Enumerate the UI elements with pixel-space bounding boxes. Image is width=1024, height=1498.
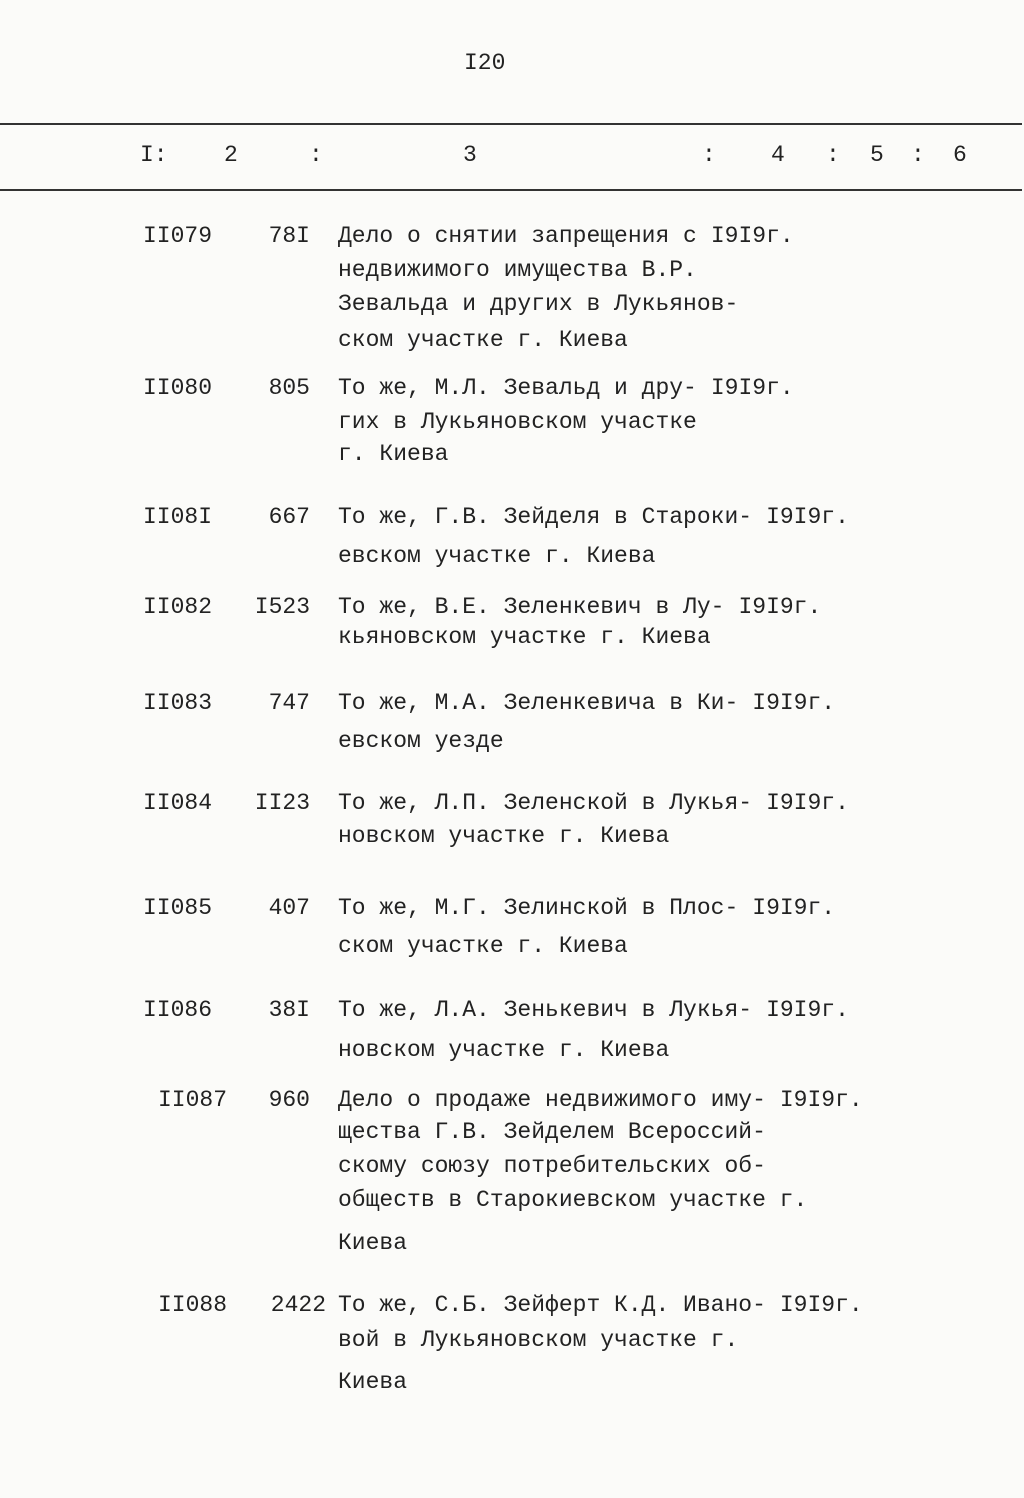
- entry-year: I9I9г.: [710, 375, 794, 401]
- entry-number: II086: [143, 997, 213, 1023]
- col-separator: :: [826, 142, 840, 168]
- description-line: [338, 290, 738, 318]
- header-bottom-rule: [0, 189, 1022, 191]
- entry-number: II088: [158, 1292, 228, 1318]
- description-line: [338, 689, 835, 717]
- entry-number: II079: [143, 223, 213, 249]
- description-text: щества Г.В. Зейделем Всероссий-: [338, 1119, 766, 1145]
- description-text: скому союзу потребительских об-: [338, 1153, 766, 1179]
- description-line: [338, 1118, 766, 1146]
- description-text: То же, Л.П. Зеленской в Лукья-: [338, 790, 753, 816]
- description-line: [338, 1368, 407, 1396]
- col-5-label: 5: [870, 142, 884, 168]
- col-separator: :: [309, 142, 323, 168]
- description-line: [338, 326, 628, 354]
- entry-year: I9I9г.: [752, 895, 836, 921]
- sheet-count: 747: [268, 690, 310, 716]
- description-line: [338, 623, 711, 651]
- description-line: [338, 1291, 863, 1319]
- entry-number: II085: [143, 895, 213, 921]
- sheet-count: 960: [268, 1087, 310, 1113]
- sheet-count: 78I: [268, 223, 310, 249]
- entry-year: I9I9г.: [779, 1292, 863, 1318]
- sheet-count: 38I: [268, 997, 310, 1023]
- sheet-count: 667: [268, 504, 310, 530]
- entry-number: II08I: [143, 504, 213, 530]
- sheet-count: II23: [254, 790, 310, 816]
- sheet-count: I523: [254, 594, 310, 620]
- entry-year: I9I9г.: [710, 223, 794, 249]
- description-line: [338, 440, 448, 468]
- description-line: [338, 374, 794, 402]
- description-text: евском уезде: [338, 728, 504, 754]
- description-text: Зевальда и других в Лукьянов-: [338, 291, 739, 317]
- description-line: [338, 1036, 669, 1064]
- description-text: То же, М.А. Зеленкевича в Ки-: [338, 690, 739, 716]
- description-text: обществ в Старокиевском участке г.: [338, 1187, 808, 1213]
- description-line: [338, 1326, 738, 1354]
- description-text: кьяновском участке г. Киева: [338, 624, 711, 650]
- col-3-label: 3: [463, 142, 477, 168]
- description-line: [338, 1152, 766, 1180]
- description-line: [338, 542, 655, 570]
- description-line: [338, 222, 794, 250]
- description-text: Дело о продаже недвижимого иму-: [338, 1087, 766, 1113]
- description-line: [338, 408, 697, 436]
- description-text: То же, Г.В. Зейделя в Староки-: [338, 504, 753, 530]
- entry-year: I9I9г.: [738, 594, 822, 620]
- sheet-count: 2422: [270, 1292, 326, 1318]
- entry-number: II083: [143, 690, 213, 716]
- description-text: То же, Л.А. Зенькевич в Лукья-: [338, 997, 753, 1023]
- description-line: [338, 1086, 863, 1114]
- description-line: [338, 1186, 807, 1214]
- col-4-label: 4: [771, 142, 785, 168]
- entry-year: I9I9г.: [766, 504, 849, 530]
- description-line: [338, 593, 821, 621]
- description-text: г. Киева: [338, 441, 449, 467]
- description-text: То же, С.Б. Зейферт К.Д. Ивано-: [338, 1292, 766, 1318]
- entry-number: II087: [158, 1087, 228, 1113]
- sheet-count: 407: [268, 895, 310, 921]
- description-text: ском участке г. Киева: [338, 933, 628, 959]
- entry-number: II082: [143, 594, 213, 620]
- description-text: То же, М.Л. Зевальд и дру-: [338, 375, 697, 401]
- description-text: евском участке г. Киева: [338, 543, 656, 569]
- description-text: Киева: [338, 1369, 408, 1395]
- description-line: [338, 1229, 407, 1257]
- description-line: [338, 822, 669, 850]
- description-text: То же, В.Е. Зеленкевич в Лу-: [338, 594, 725, 620]
- description-line: [338, 256, 697, 284]
- col-2-label: 2: [224, 142, 238, 168]
- col-6-label: 6: [953, 142, 967, 168]
- description-line: [338, 503, 849, 531]
- entry-number: II084: [143, 790, 213, 816]
- entry-year: I9I9г.: [752, 690, 836, 716]
- description-text: То же, М.Г. Зелинской в Плос-: [338, 895, 739, 921]
- col-separator: :: [702, 142, 716, 168]
- description-text: гих в Лукьяновском участке: [338, 409, 697, 435]
- col-1-label: I:: [140, 142, 168, 168]
- header-top-rule: [0, 123, 1022, 125]
- description-line: [338, 932, 628, 960]
- entry-number: II080: [143, 375, 213, 401]
- entry-year: I9I9г.: [766, 997, 849, 1023]
- entry-year: I9I9г.: [779, 1087, 863, 1113]
- entry-year: I9I9г.: [766, 790, 849, 816]
- col-separator: :: [911, 142, 925, 168]
- description-text: недвижимого имущества В.Р.: [338, 257, 697, 283]
- description-text: Киева: [338, 1230, 408, 1256]
- description-text: вой в Лукьяновском участке г.: [338, 1327, 739, 1353]
- page-number: I20: [464, 50, 506, 76]
- description-text: Дело о снятии запрещения с: [338, 223, 697, 249]
- description-line: [338, 996, 849, 1024]
- description-line: [338, 727, 504, 755]
- sheet-count: 805: [268, 375, 310, 401]
- description-line: [338, 894, 835, 922]
- description-text: новском участке г. Киева: [338, 1037, 670, 1063]
- description-line: [338, 789, 849, 817]
- description-text: ском участке г. Киева: [338, 327, 628, 353]
- description-text: новском участке г. Киева: [338, 823, 670, 849]
